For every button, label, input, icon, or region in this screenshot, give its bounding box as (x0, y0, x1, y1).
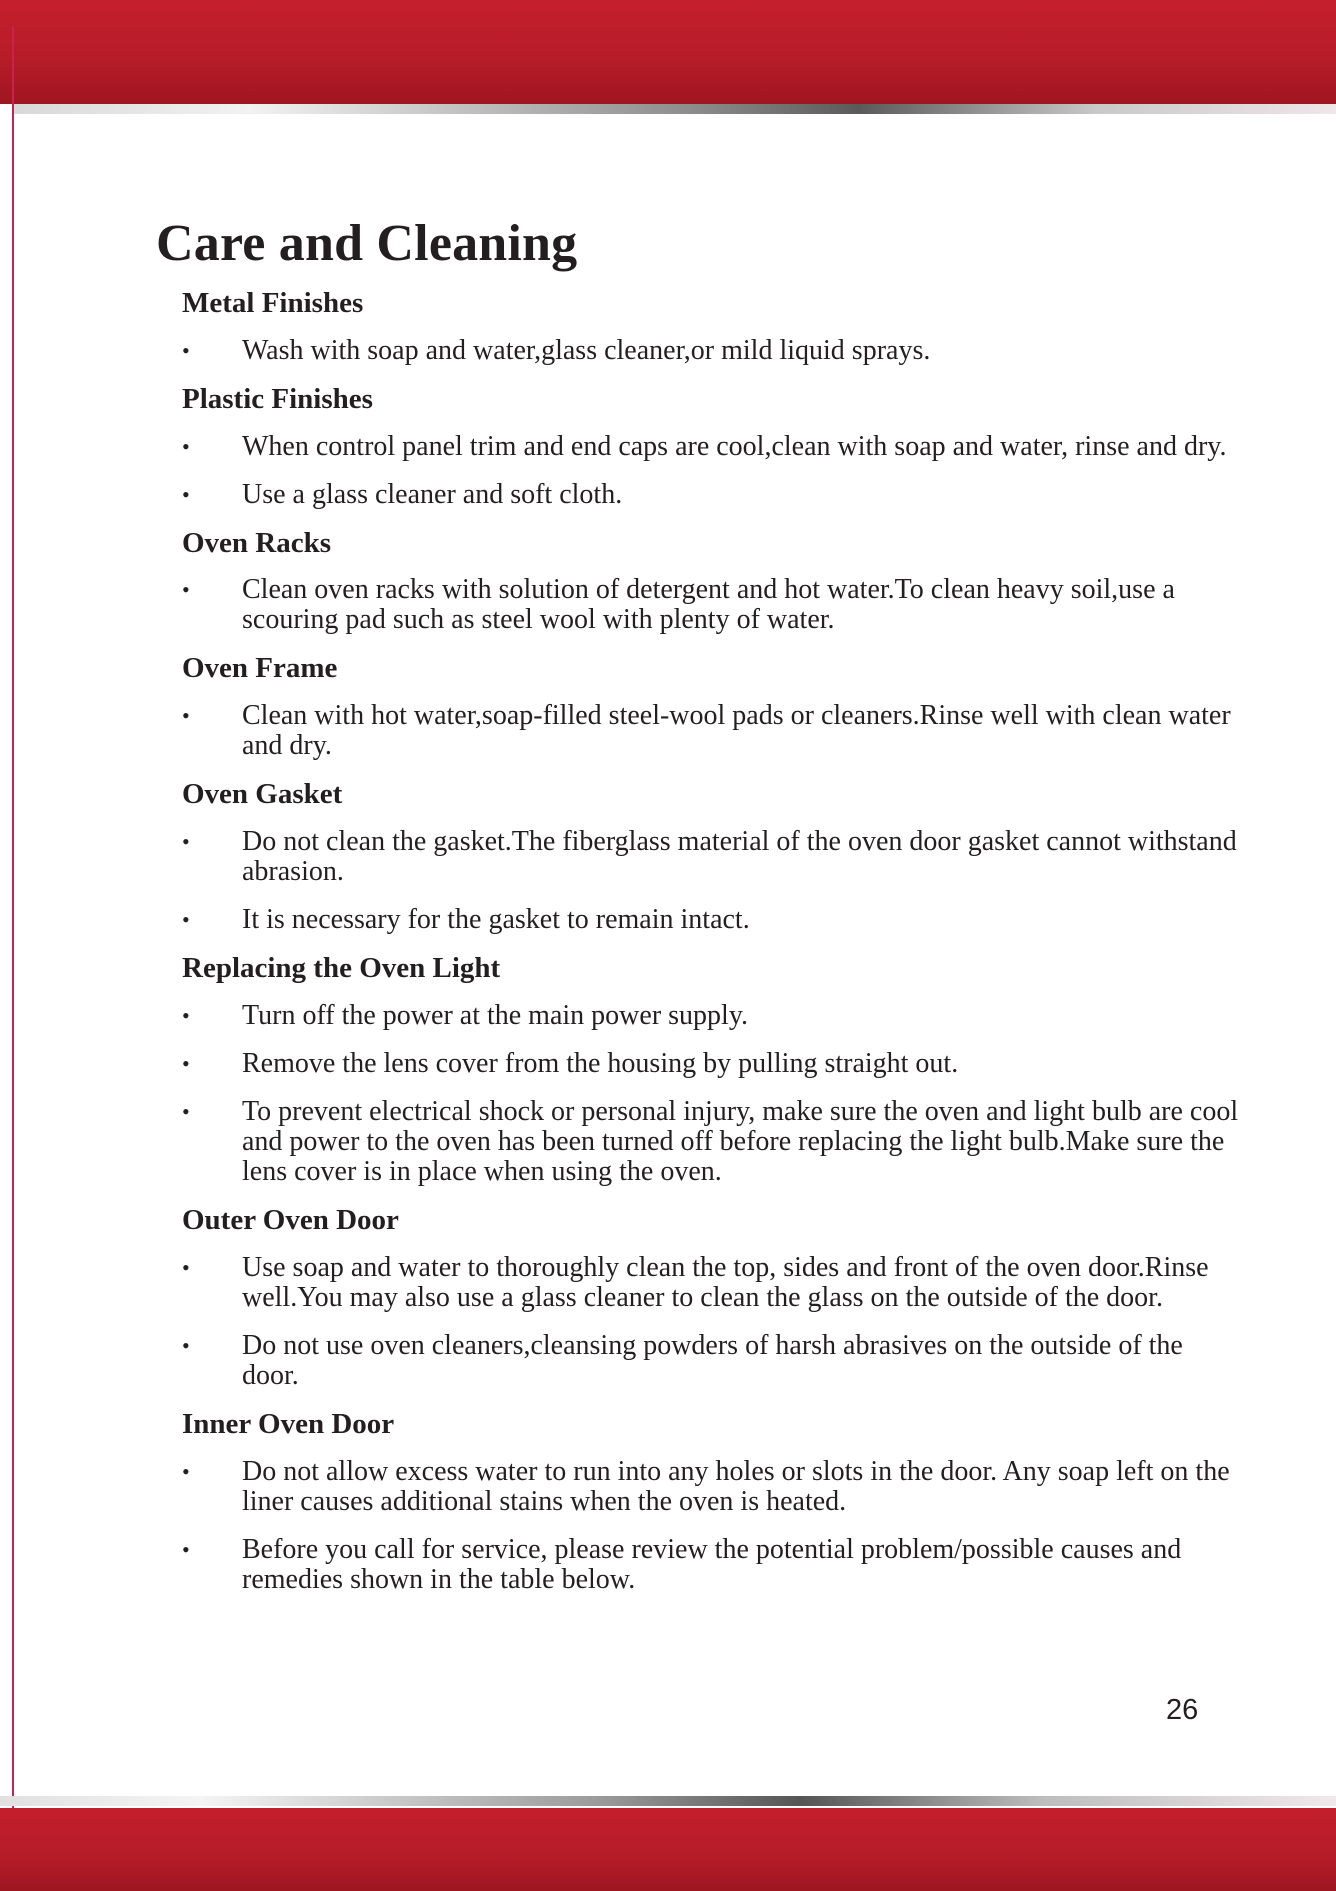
section-oven-frame (182, 652, 1231, 762)
section-heading: Replacing the Oven Light (182, 952, 501, 985)
bullet-icon: • (182, 703, 190, 729)
list-item (182, 827, 1242, 887)
list-item (182, 575, 1242, 635)
list-item-text: When control panel trim and end caps are cool,clean with soap and water, rinse and dry. (242, 430, 1227, 462)
section-oven-gasket (182, 778, 1237, 936)
list-item-text: Wash with soap and water,glass cleaner,or mild liquid sprays. (242, 334, 931, 366)
page-title: Care and Cleaning (156, 215, 578, 272)
bullet-icon: • (182, 1536, 190, 1562)
section-replacing-oven-light (182, 952, 1239, 1188)
section-plastic-finishes (182, 382, 1227, 510)
list-item-text: Do not clean the gasket.The fiberglass material of the oven door gasket cannot withstand abrasion. (242, 826, 1237, 888)
section-heading: Outer Oven Door (182, 1204, 399, 1237)
list-item (182, 432, 1242, 462)
list-item-text: Clean oven racks with solution of detergent and hot water.To clean heavy soil,use a scouring pad such as steel wool with plenty of water. (242, 574, 1175, 636)
bullet-icon: • (182, 1099, 190, 1125)
list-item (182, 1331, 1242, 1391)
list-item (182, 336, 1242, 366)
footer-band (0, 1808, 1336, 1891)
section-heading: Inner Oven Door (182, 1408, 395, 1441)
list-item (182, 1049, 1242, 1079)
bullet-icon: • (182, 577, 190, 603)
list-item (182, 1001, 1242, 1031)
section-oven-racks (182, 528, 1206, 636)
page-number: 26 (1166, 1694, 1199, 1726)
bullet-icon: • (182, 907, 190, 933)
list-item-text: It is necessary for the gasket to remain intact. (242, 904, 750, 936)
bullet-icon: • (182, 829, 190, 855)
bullet-icon: • (182, 1333, 190, 1359)
list-item (182, 1097, 1242, 1187)
list-item-text: Use a glass cleaner and soft cloth. (242, 478, 623, 510)
bullet-icon: • (182, 1003, 190, 1029)
section-heading: Oven Frame (182, 652, 338, 685)
page-edge-line (12, 26, 14, 1891)
bullet-icon: • (182, 337, 190, 363)
section-heading: Oven Gasket (182, 778, 343, 811)
section-heading: Metal Finishes (182, 286, 364, 319)
header-rule (12, 104, 1336, 114)
list-item-text: Clean with hot water,soap-filled steel-wool pads or cleaners.Rinse well with clean water and dry. (242, 700, 1231, 762)
list-item-text: Remove the lens cover from the housing by pulling straight out. (242, 1048, 959, 1080)
section-metal-finishes (182, 288, 1206, 366)
list-item-text: Turn off the power at the main power supply. (242, 1000, 748, 1032)
bullet-icon: • (182, 1051, 190, 1077)
list-item (182, 905, 1242, 935)
list-item-text: Use soap and water to thoroughly clean the top, sides and front of the oven door.Rinse well.You may also use a glass cleaner to clean the glass on the outside of the door. (242, 1252, 1209, 1314)
section-outer-oven-door (182, 1204, 1209, 1392)
list-item (182, 1535, 1242, 1595)
list-item-text: To prevent electrical shock or personal injury, make sure the oven and light bulb are cool and power to the oven has been turned off before replacing the light bulb.Make sure the lens cover is in place when using the oven. (242, 1096, 1239, 1188)
footer-rule (0, 1796, 1336, 1806)
bullet-icon: • (182, 1458, 190, 1484)
list-item (182, 1457, 1242, 1517)
header-band (0, 0, 1336, 104)
list-item-text: Before you call for service, please review the potential problem/possible causes and remedies shown in the table below. (242, 1533, 1182, 1595)
list-item-text: Do not allow excess water to run into any holes or slots in the door. Any soap left on the liner causes additional stains when the oven is heated. (242, 1455, 1230, 1517)
page-content (156, 214, 1239, 1613)
list-item (182, 480, 1242, 510)
list-item (182, 701, 1242, 761)
bullet-icon: • (182, 1255, 190, 1281)
list-item (182, 1253, 1242, 1313)
section-heading: Oven Racks (182, 526, 332, 559)
section-inner-oven-door (182, 1408, 1230, 1595)
list-item-text: Do not use oven cleaners,cleansing powders of harsh abrasives on the outside of the door. (242, 1330, 1183, 1392)
bullet-icon: • (182, 481, 190, 507)
bullet-icon: • (182, 433, 190, 459)
section-heading: Plastic Finishes (182, 382, 373, 415)
